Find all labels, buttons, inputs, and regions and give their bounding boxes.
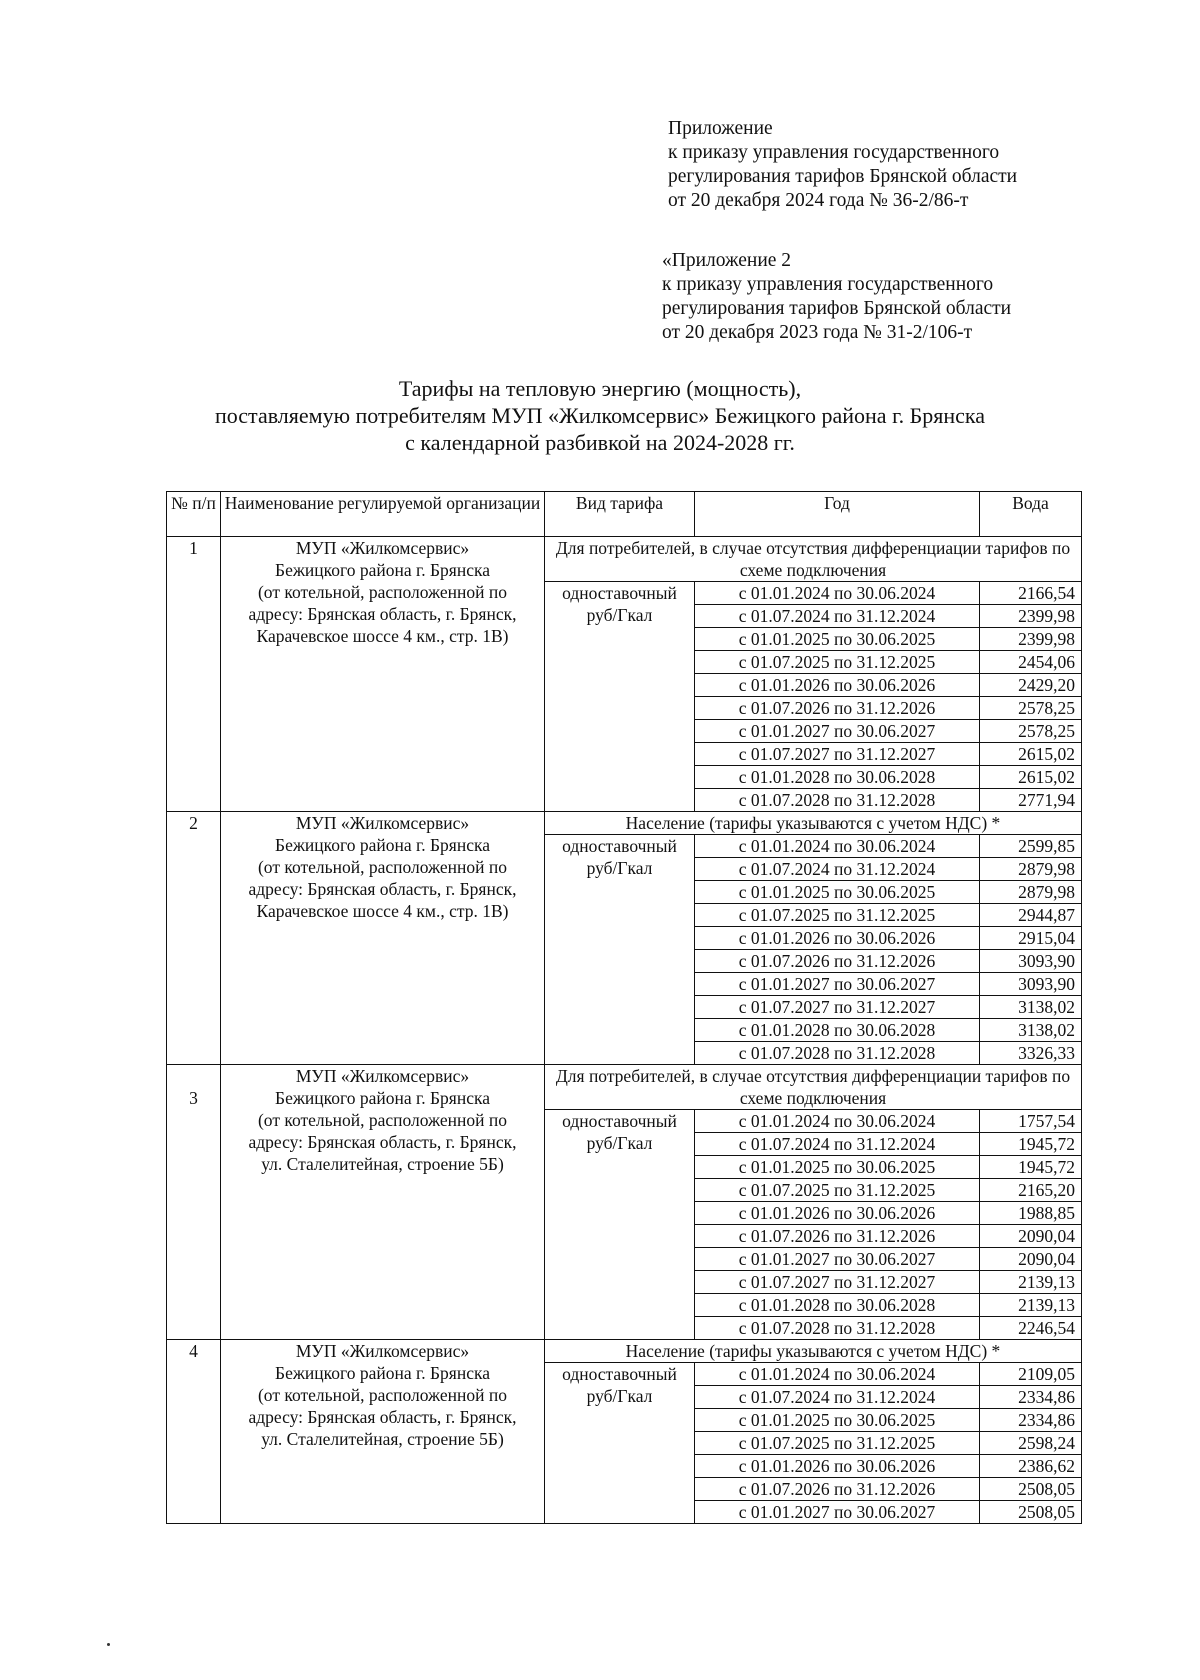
period-cell: с 01.01.2024 по 30.06.2024: [695, 1363, 980, 1386]
organization-line: (от котельной, расположенной по: [257, 857, 508, 877]
appendix2-header-line: «Приложение 2: [662, 250, 792, 271]
group-number: 3: [167, 1065, 221, 1340]
appendix-header-line: от 20 декабря 2024 года № 36-2/86-т: [668, 190, 969, 211]
organization-line: (от котельной, расположенной по: [257, 582, 508, 602]
period-cell: с 01.07.2025 по 31.12.2025: [695, 904, 980, 927]
table-body: [167, 537, 1082, 1524]
period-cell: с 01.01.2027 по 30.06.2027: [695, 1248, 980, 1271]
organization-line: Бежицкого района г. Брянска: [275, 1088, 490, 1108]
organization-name: [221, 1340, 545, 1524]
period-cell: с 01.01.2027 по 30.06.2027: [695, 1501, 980, 1524]
col-header-kind: Вид тарифа: [545, 492, 695, 537]
scan-speck: [107, 1643, 110, 1646]
tariff-value-cell: 2615,02: [980, 743, 1082, 766]
appendix2-header-line: регулирования тарифов Брянской области: [662, 298, 1012, 319]
tariff-value-cell: 2598,24: [980, 1432, 1082, 1455]
group-category-row: [167, 1065, 1082, 1110]
period-cell: с 01.07.2024 по 31.12.2024: [695, 1386, 980, 1409]
tariff-value-cell: 3138,02: [980, 1019, 1082, 1042]
tariff-value-cell: 2090,04: [980, 1248, 1082, 1271]
tariff-value-cell: 2386,62: [980, 1455, 1082, 1478]
organization-name: [221, 537, 545, 812]
tariff-kind-line: руб/Гкал: [586, 1386, 653, 1406]
tariff-value-cell: 2578,25: [980, 720, 1082, 743]
tariff-kind-line: руб/Гкал: [586, 1133, 653, 1153]
period-cell: с 01.01.2025 по 30.06.2025: [695, 628, 980, 651]
period-cell: с 01.07.2025 по 31.12.2025: [695, 1179, 980, 1202]
tariff-value-cell: 2166,54: [980, 582, 1082, 605]
tariff-value-cell: 2334,86: [980, 1409, 1082, 1432]
organization-line: МУП «Жилкомсервис»: [295, 538, 470, 558]
page-title-line: поставляемую потребителям МУП «Жилкомсервис» Бежицкого района г. Брянска: [214, 403, 986, 428]
group-category-row: [167, 537, 1082, 582]
organization-line: МУП «Жилкомсервис»: [295, 1066, 470, 1086]
tariff-value-cell: 1988,85: [980, 1202, 1082, 1225]
organization-line: Карачевское шоссе 4 км., стр. 1В): [256, 901, 509, 921]
tariff-value-cell: 2879,98: [980, 858, 1082, 881]
tariff-value-cell: 2090,04: [980, 1225, 1082, 1248]
organization-line: ул. Сталелитейная, строение 5Б): [261, 1429, 504, 1449]
appendix-header-line: регулирования тарифов Брянской области: [668, 166, 1018, 187]
tariff-value-cell: 2109,05: [980, 1363, 1082, 1386]
period-cell: с 01.07.2028 по 31.12.2028: [695, 789, 980, 812]
tariff-value-cell: 2599,85: [980, 835, 1082, 858]
tariff-kind-line: одноставочный: [562, 583, 677, 603]
period-cell: с 01.07.2024 по 31.12.2024: [695, 1133, 980, 1156]
tariff-value-cell: 2915,04: [980, 927, 1082, 950]
tariff-value-cell: 2615,02: [980, 766, 1082, 789]
tariff-table: [166, 491, 1082, 1524]
tariff-kind-line: одноставочный: [562, 836, 677, 856]
tariff-category: Население (тарифы указываются с учетом НДС) *: [545, 812, 1082, 835]
tariff-value-cell: 2508,05: [980, 1501, 1082, 1524]
period-cell: с 01.07.2024 по 31.12.2024: [695, 605, 980, 628]
period-cell: с 01.01.2025 по 30.06.2025: [695, 881, 980, 904]
tariff-value-cell: 1945,72: [980, 1133, 1082, 1156]
period-cell: с 01.01.2025 по 30.06.2025: [695, 1156, 980, 1179]
period-cell: с 01.07.2027 по 31.12.2027: [695, 996, 980, 1019]
tariff-kind-line: руб/Гкал: [586, 858, 653, 878]
tariff-category: Для потребителей, в случае отсутствия дифференциации тарифов по схеме подключения: [545, 537, 1082, 582]
period-cell: с 01.07.2027 по 31.12.2027: [695, 1271, 980, 1294]
appendix-header: [668, 117, 1017, 213]
tariff-value-cell: 2454,06: [980, 651, 1082, 674]
tariff-kind: [545, 1110, 695, 1340]
period-cell: с 01.01.2027 по 30.06.2027: [695, 720, 980, 743]
tariff-value-cell: 2165,20: [980, 1179, 1082, 1202]
tariff-kind-line: одноставочный: [562, 1364, 677, 1384]
organization-line: ул. Сталелитейная, строение 5Б): [261, 1154, 504, 1174]
tariff-kind-line: одноставочный: [562, 1111, 677, 1131]
appendix2-header: [662, 249, 1011, 345]
period-cell: с 01.01.2026 по 30.06.2026: [695, 674, 980, 697]
appendix2-header-line: к приказу управления государственного: [662, 274, 994, 295]
period-cell: с 01.01.2024 по 30.06.2024: [695, 835, 980, 858]
tariff-value-cell: 2246,54: [980, 1317, 1082, 1340]
tariff-value-cell: 2399,98: [980, 628, 1082, 651]
tariff-value-cell: 2771,94: [980, 789, 1082, 812]
period-cell: с 01.01.2024 по 30.06.2024: [695, 1110, 980, 1133]
period-cell: с 01.07.2028 по 31.12.2028: [695, 1042, 980, 1065]
period-cell: с 01.01.2028 по 30.06.2028: [695, 1294, 980, 1317]
organization-line: адресу: Брянская область, г. Брянск,: [248, 1407, 517, 1427]
organization-line: Карачевское шоссе 4 км., стр. 1В): [256, 626, 509, 646]
tariff-value-cell: 2399,98: [980, 605, 1082, 628]
tariff-value-cell: 3326,33: [980, 1042, 1082, 1065]
page-title-line: с календарной разбивкой на 2024-2028 гг.: [405, 430, 795, 455]
organization-line: Бежицкого района г. Брянска: [275, 560, 490, 580]
tariff-value-cell: 1945,72: [980, 1156, 1082, 1179]
period-cell: с 01.01.2026 по 30.06.2026: [695, 1202, 980, 1225]
period-cell: с 01.07.2026 по 31.12.2026: [695, 950, 980, 973]
organization-line: МУП «Жилкомсервис»: [295, 813, 470, 833]
organization-line: адресу: Брянская область, г. Брянск,: [248, 1132, 517, 1152]
page-title: [0, 375, 1200, 456]
organization-line: Бежицкого района г. Брянска: [275, 835, 490, 855]
col-header-period: Год: [695, 492, 980, 537]
organization-line: адресу: Брянская область, г. Брянск,: [248, 604, 517, 624]
tariff-kind-line: руб/Гкал: [586, 605, 653, 625]
period-cell: с 01.07.2027 по 31.12.2027: [695, 743, 980, 766]
period-cell: с 01.01.2026 по 30.06.2026: [695, 1455, 980, 1478]
tariff-value-cell: 2139,13: [980, 1271, 1082, 1294]
group-category-row: [167, 812, 1082, 835]
tariff-value-cell: 2578,25: [980, 697, 1082, 720]
period-cell: с 01.07.2028 по 31.12.2028: [695, 1317, 980, 1340]
tariff-value-cell: 3093,90: [980, 973, 1082, 996]
tariff-value-cell: 2334,86: [980, 1386, 1082, 1409]
tariff-value-cell: 2508,05: [980, 1478, 1082, 1501]
tariff-value-cell: 2429,20: [980, 674, 1082, 697]
period-cell: с 01.07.2025 по 31.12.2025: [695, 651, 980, 674]
period-cell: с 01.07.2026 по 31.12.2026: [695, 1225, 980, 1248]
group-number: 1: [167, 537, 221, 812]
col-header-org: Наименование регулируемой организации: [221, 492, 545, 537]
col-header-value: Вода: [980, 492, 1082, 537]
organization-line: (от котельной, расположенной по: [257, 1385, 508, 1405]
period-cell: с 01.01.2028 по 30.06.2028: [695, 1019, 980, 1042]
group-number: 2: [167, 812, 221, 1065]
organization-line: адресу: Брянская область, г. Брянск,: [248, 879, 517, 899]
period-cell: с 01.01.2028 по 30.06.2028: [695, 766, 980, 789]
organization-line: МУП «Жилкомсервис»: [295, 1341, 470, 1361]
appendix-header-line: Приложение: [668, 118, 773, 139]
tariff-value-cell: 3093,90: [980, 950, 1082, 973]
appendix2-header-line: от 20 декабря 2023 года № 31-2/106-т: [662, 322, 973, 343]
page-title-line: Тарифы на тепловую энергию (мощность),: [398, 376, 802, 401]
table-header-row: [167, 492, 1082, 537]
group-number: 4: [167, 1340, 221, 1524]
period-cell: с 01.01.2025 по 30.06.2025: [695, 1409, 980, 1432]
period-cell: с 01.07.2024 по 31.12.2024: [695, 858, 980, 881]
tariff-value-cell: 2879,98: [980, 881, 1082, 904]
group-category-row: [167, 1340, 1082, 1363]
period-cell: с 01.01.2024 по 30.06.2024: [695, 582, 980, 605]
organization-line: Бежицкого района г. Брянска: [275, 1363, 490, 1383]
tariff-category: Население (тарифы указываются с учетом НДС) *: [545, 1340, 1082, 1363]
tariff-value-cell: 1757,54: [980, 1110, 1082, 1133]
organization-line: (от котельной, расположенной по: [257, 1110, 508, 1130]
tariff-kind: [545, 582, 695, 812]
tariff-value-cell: 2139,13: [980, 1294, 1082, 1317]
organization-name: [221, 1065, 545, 1340]
period-cell: с 01.07.2025 по 31.12.2025: [695, 1432, 980, 1455]
tariff-value-cell: 2944,87: [980, 904, 1082, 927]
period-cell: с 01.07.2026 по 31.12.2026: [695, 1478, 980, 1501]
period-cell: с 01.07.2026 по 31.12.2026: [695, 697, 980, 720]
appendix-header-line: к приказу управления государственного: [668, 142, 1000, 163]
organization-name: [221, 812, 545, 1065]
tariff-kind: [545, 1363, 695, 1524]
period-cell: с 01.01.2027 по 30.06.2027: [695, 973, 980, 996]
tariff-kind: [545, 835, 695, 1065]
tariff-category: Для потребителей, в случае отсутствия дифференциации тарифов по схеме подключения: [545, 1065, 1082, 1110]
period-cell: с 01.01.2026 по 30.06.2026: [695, 927, 980, 950]
col-header-num: № п/п: [167, 492, 221, 537]
tariff-value-cell: 3138,02: [980, 996, 1082, 1019]
